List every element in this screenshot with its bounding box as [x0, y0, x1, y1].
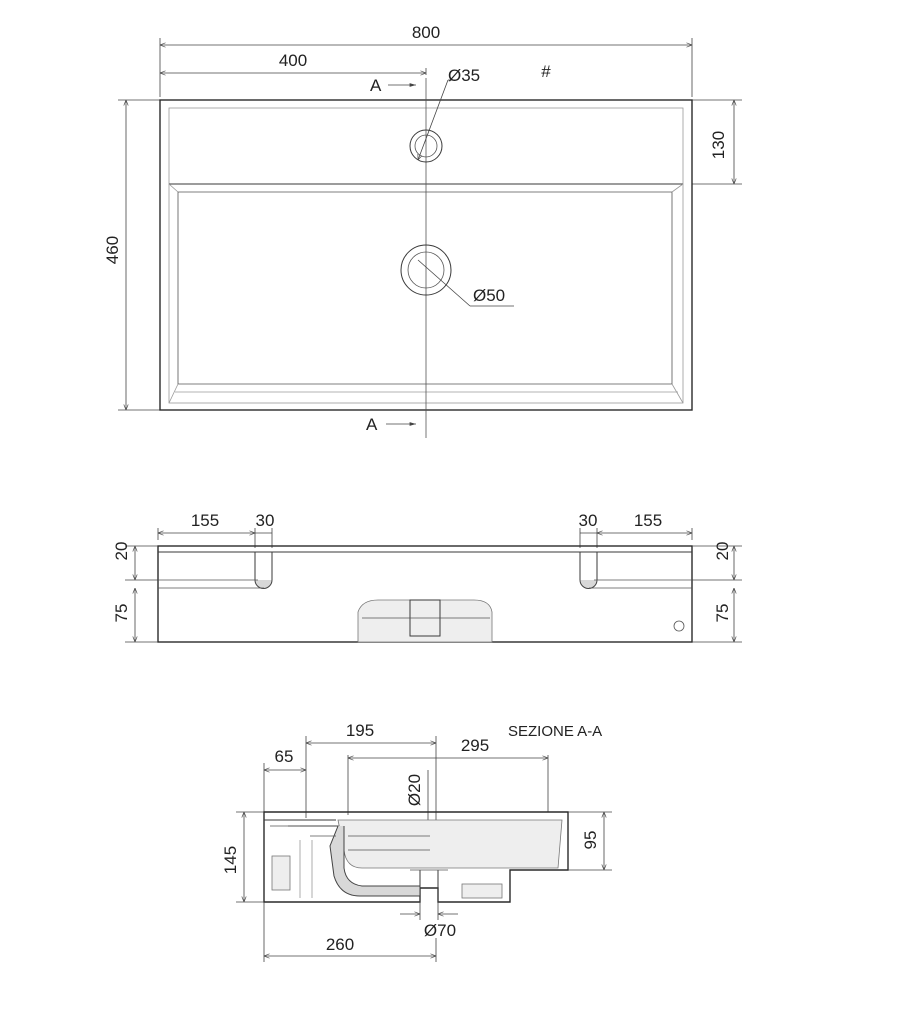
- front-right-75: 75: [713, 603, 732, 623]
- front-right-30: 30: [578, 511, 598, 530]
- front-view: [112, 511, 742, 642]
- section-marker-a-bottom: A: [366, 415, 378, 434]
- front-right-20: 20: [713, 541, 732, 561]
- dim-130-label: 130: [709, 130, 728, 160]
- section-marker-a-top: A: [370, 76, 382, 95]
- drain-label: Ø50: [473, 286, 506, 305]
- front-left-20: 20: [112, 541, 131, 561]
- front-right-slot: [580, 580, 597, 589]
- section-bowl: [338, 820, 562, 868]
- section-dim-145: 145: [221, 845, 240, 875]
- top-view: [103, 23, 742, 438]
- section-dim-20: Ø20: [405, 773, 424, 807]
- section-view: [221, 721, 612, 962]
- section-dim-95: 95: [581, 830, 600, 850]
- front-left-30: 30: [255, 511, 275, 530]
- section-dim-260: 260: [325, 935, 355, 954]
- front-right-155: 155: [633, 511, 663, 530]
- front-left-slot: [255, 580, 272, 589]
- dim-400-label: 400: [278, 51, 308, 70]
- front-left-75: 75: [112, 603, 131, 623]
- dim-460-label: 460: [103, 235, 122, 265]
- dim-800-label: 800: [411, 23, 441, 42]
- section-foot: [462, 884, 502, 898]
- section-dim-65: 65: [274, 747, 294, 766]
- section-dim-295: 295: [460, 736, 490, 755]
- front-overflow-hole: [674, 621, 684, 631]
- section-left-rib: [272, 856, 290, 890]
- hash-mark: #: [541, 62, 551, 81]
- section-title: SEZIONE A-A: [508, 723, 603, 740]
- section-dim-70: Ø70: [423, 921, 457, 940]
- tap-hole-label: Ø35: [448, 66, 481, 85]
- front-left-155: 155: [190, 511, 220, 530]
- section-dim-195: 195: [345, 721, 375, 740]
